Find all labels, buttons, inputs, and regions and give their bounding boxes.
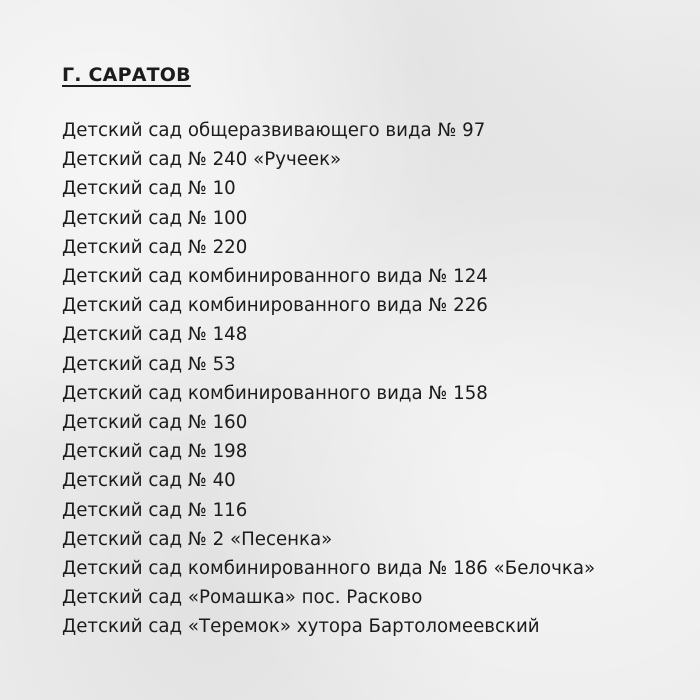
list-item: Детский сад № 2 «Песенка» — [62, 528, 333, 550]
list-item: Детский сад № 40 — [62, 470, 236, 492]
list-item: Детский сад «Теремок» хутора Бартоломеевский — [62, 616, 540, 638]
content-card — [62, 62, 682, 642]
list-item: Детский сад № 160 — [62, 412, 248, 434]
list-item: Детский сад «Ромашка» пос. Расково — [62, 587, 423, 609]
list-item: Детский сад № 116 — [62, 499, 248, 521]
list-item: Детский сад № 198 — [62, 441, 248, 463]
list-item: Детский сад № 10 — [62, 178, 236, 200]
list-item: Детский сад комбинированного вида № 124 — [62, 266, 488, 288]
list-item: Детский сад № 148 — [62, 324, 248, 346]
list-item: Детский сад № 240 «Ручеек» — [62, 149, 342, 171]
list-item: Детский сад № 100 — [62, 207, 248, 229]
list-item: Детский сад комбинированного вида № 158 — [62, 382, 488, 404]
list-item: Детский сад № 53 — [62, 353, 236, 375]
list-item: Детский сад № 220 — [62, 236, 248, 258]
list-item: Детский сад комбинированного вида № 226 — [62, 295, 488, 317]
city-title: Г. САРАТОВ — [62, 64, 191, 86]
list-item: Детский сад комбинированного вида № 186 «Белочка» — [62, 558, 596, 580]
list-item: Детский сад общеразвивающего вида № 97 — [62, 120, 486, 141]
kindergarten-list — [62, 116, 682, 642]
